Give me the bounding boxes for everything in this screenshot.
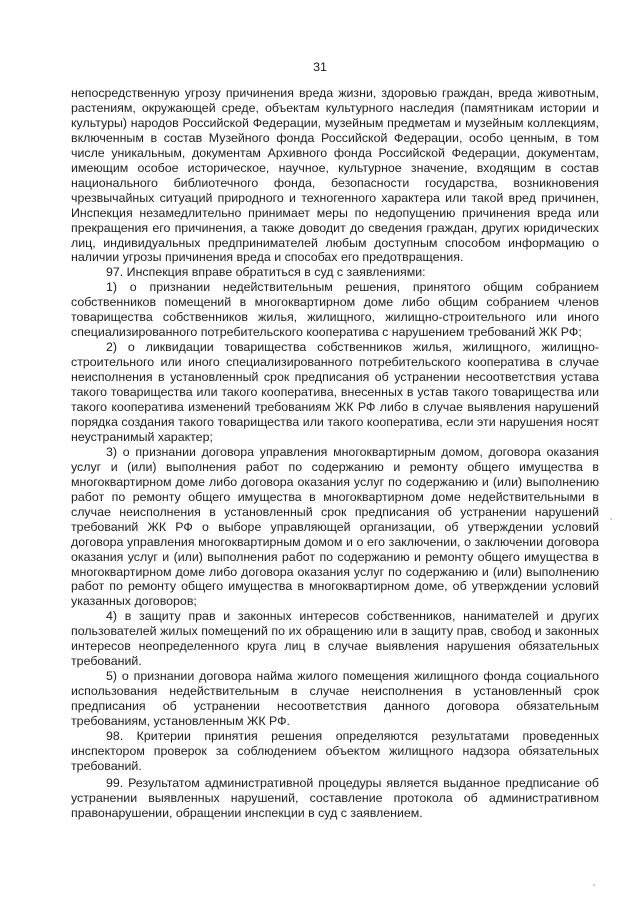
- paragraph-subitem-1: 1) о признании недействительным решения, принятого общим собранием собственников помещений в многоквартирном доме либо общим собранием членов товарищества собственников жилья, жилищного, жилищно-строительного или иного специализированного потребительского кооператива с нарушением требований ЖК РФ;: [71, 280, 599, 340]
- page-number: 31: [313, 60, 327, 74]
- paragraph-item-97: 97. Инспекция вправе обратиться в суд с заявлениями:: [106, 265, 426, 280]
- scan-speck: [593, 884, 595, 886]
- paragraph-continuation: непосредственную угрозу причинения вреда жизни, здоровью граждан, вреда животным, растениям, окружающей среде, объектам культурного наследия (памятникам истории и культуры) народов Российской Федерации, музейным предметам и музейным коллекциям, включенным в состав Музейного фонда Российской Федерации, особо ценным, в том числе уникальным, документам Архивного фонда Российской Федерации, документам, имеющим особое историческое, научное, культурное значение, входящим в состав национального библиотечного фонда, безопасности государства, возникновения чрезвычайных ситуаций природного и техногенного характера или такой вред причинен, Инспекция незамедлительно принимает меры по недопущению причинения вреда или прекращения его причинения, а также доводит до сведения граждан, других юридических лиц, индивидуальных предпринимателей любым доступным способом информацию о наличии угрозы причинения вреда и способах его предотвращения.: [71, 86, 599, 265]
- paragraph-item-99: 99. Результатом административной процедуры является выданное предписание об устранении выявленных нарушений, составление протокола об административном правонарушении, обращении инспекции в суд с заявлением.: [71, 775, 599, 820]
- paragraph-item-98: 98. Критерии принятия решения определяются результатами проведенных инспектором проверок за соблюдением объектом жилищного надзора обязательных требований.: [71, 728, 599, 773]
- paragraph-subitem-3: 3) о признании договора управления многоквартирным домом, договора оказания услуг и (или) выполнения работ по содержанию и ремонту общего имущества в многоквартирном доме либо договора оказания услуг по содержанию и (или) выполнению работ по ремонту общего имущества в многоквартирном доме недействительными в случае неисполнения в установленный срок предписания об устранении нарушений требований ЖК РФ о выборе управляющей организации, об утверждении условий договора управления многоквартирным домом и о его заключении, о заключении договора оказания услуг и (или) выполнения работ по содержанию и ремонту общего имущества в многоквартирном доме либо договора оказания услуг по содержанию и (или) выполнению работ по ремонту общего имущества в многоквартирном доме, об утверждении условий указанных договоров;: [71, 444, 599, 609]
- paragraph-subitem-4: 4) в защиту прав и законных интересов собственников, нанимателей и других пользователей жилых помещений по их обращению или в защиту прав, свобод и законных интересов неопределенного круга лиц в случае выявления нарушения обязательных требований.: [71, 609, 599, 669]
- scan-speck: [610, 518, 612, 520]
- paragraph-subitem-2: 2) о ликвидации товарищества собственников жилья, жилищного, жилищно-строительного или иного специализированного потребительского кооператива в случае неисполнения в установленный срок предписания об устранении несоответствия устава такого товарищества или такого кооператива, внесенных в устав такого товарищества или такого кооператива изменений требованиям ЖК РФ либо в случае выявления нарушений порядка создания такого товарищества или такого кооператива, если эти нарушения носят неустранимый характер;: [71, 340, 599, 444]
- paragraph-subitem-5: 5) о признании договора найма жилого помещения жилищного фонда социального использования недействительным в случае неисполнения в установленный срок предписания об устранении несоответствия данного договора обязательным требованиям, установленным ЖК РФ.: [71, 669, 599, 729]
- document-body: [71, 86, 599, 821]
